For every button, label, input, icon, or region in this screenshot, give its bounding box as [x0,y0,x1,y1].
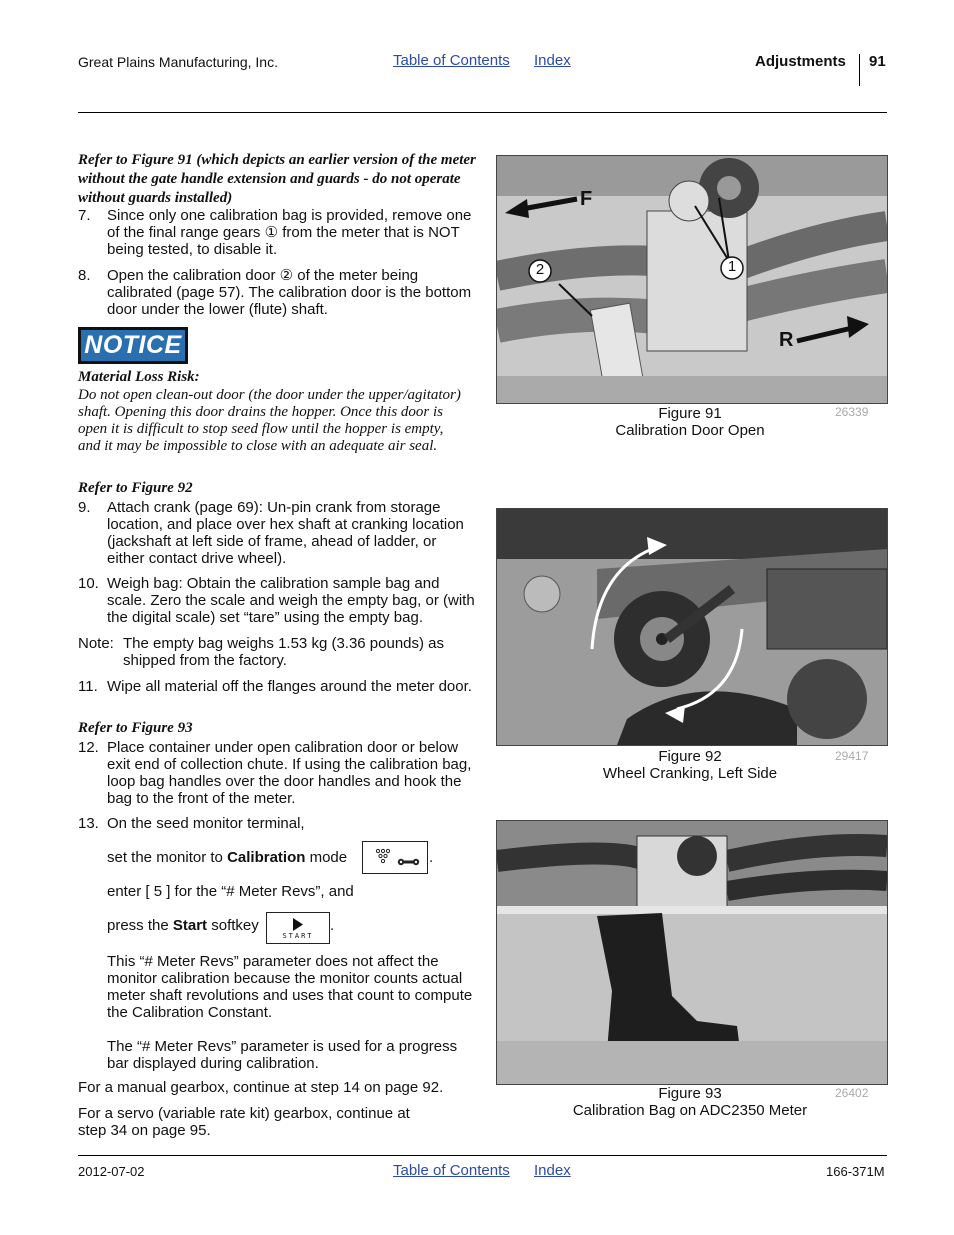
step-13 [78,815,473,833]
press-post: softkey [207,917,259,934]
servo-gearbox-text: For a servo (variable rate kit) gearbox, continue at step 34 on page 95. [78,1105,410,1139]
step-11 [78,678,473,714]
set-pre: set the monitor to [107,849,228,866]
refer-figure-91: Refer to Figure 91 (which depicts an earlier version of the meter without the gate handle extension and guards - do not operate without guards installed) [78,152,476,206]
meter-revs-paragraph-2: The “# Meter Revs” parameter is used for a progress bar displayed during calibration. [107,1038,458,1072]
press-start-line [107,917,259,934]
toc-link-footer[interactable]: Table of Contents [393,1162,510,1179]
index-link-header[interactable]: Index [534,52,571,69]
step-text: Since only one calibration bag is provided, remove one of the final range gears ① from the meter that is NOT being tested, to disable it. [107,207,472,258]
notice-badge [78,327,188,364]
figure-92-caption [540,748,840,782]
press-pre: press the [107,917,173,934]
step-number: 8. [78,267,91,284]
notice-body: Do not open clean-out door (the door under the upper/agitator) shaft. Opening this door drains the hopper. Once this door is open it is difficult to stop seed flow until the hopper is empty, and it may be impossible to close with an adequate air seal. [78,387,461,454]
step-text: Attach crank (page 69): Un-pin crank from storage location, and place over hex shaft at cranking location (jackshaft at left side of frame, ahead of ladder, or either contact drive wheel). [107,499,464,567]
figure-title: Calibration Door Open [615,422,765,439]
step-text: Wipe all material off the flanges around the meter door. [107,678,472,695]
calibration-mode-softkey[interactable] [362,841,428,874]
step-9 [78,499,473,569]
period: . [330,917,335,934]
page-number: 91 [869,53,886,70]
step-12 [78,739,473,809]
figure-92-id: 29417 [835,749,869,763]
figure-title: Calibration Bag on ADC2350 Meter [572,1102,808,1119]
refer-figure-92: Refer to Figure 92 [78,480,193,496]
note [78,635,478,671]
figure-92-image [496,508,888,746]
figure-91-image [496,155,888,404]
period: . [429,849,434,866]
set-post: mode [305,849,348,866]
step-number: 7. [78,207,91,224]
figure-93-image [496,820,888,1085]
header-divider [859,54,860,86]
step-10 [78,575,473,627]
toc-link-header[interactable]: Table of Contents [393,52,510,69]
figure-91-caption [540,405,840,439]
figure-93-caption [540,1085,840,1119]
calibration-door-illustration [497,156,887,403]
header-rule [78,112,887,113]
company-name: Great Plains Manufacturing, Inc. [78,54,278,70]
figure-91-id: 26339 [835,405,869,419]
index-link-footer[interactable]: Index [534,1162,571,1179]
calibration-bag-illustration [497,821,887,1084]
callout-f: F [580,188,593,210]
wheel-cranking-illustration [497,509,887,745]
figure-label: Figure 92 [658,748,722,765]
step-8 [78,267,473,319]
press-bold: Start [172,917,208,934]
calibration-wrench-icon [363,842,427,873]
step-number: 13. [78,815,99,832]
footer-date: 2012-07-02 [78,1164,145,1179]
manual-gearbox-text: For a manual gearbox, continue at step 14 on page 92. [78,1079,444,1096]
section-title: Adjustments [755,53,846,70]
enter-meter-revs-line: enter [ 5 ] for the “# Meter Revs”, and [107,883,354,900]
figure-93-id: 26402 [835,1086,869,1100]
start-key-label: START [282,932,314,940]
refer-figure-93: Refer to Figure 93 [78,720,193,736]
step-7 [78,207,473,259]
step-number: 9. [78,499,91,516]
set-bold: Calibration [227,849,306,866]
notice-title: Material Loss Risk: [78,369,200,385]
start-softkey[interactable] [266,912,330,944]
figure-label: Figure 91 [658,405,722,422]
step-number: 12. [78,739,99,756]
meter-revs-paragraph-1: This “# Meter Revs” parameter does not affect the monitor calibration because the monitor counts actual meter shaft revolutions and uses that count to compute the Calibration Constant. [107,953,473,1021]
callout-1: 1 [727,258,737,275]
notice-label: NOTICE [81,330,185,361]
step-text: Place container under open calibration door or below exit end of collection chute. If using the calibration bag, loop bag handles over the door handles and hook the bag to the front of the meter. [107,739,472,807]
footer-rule [78,1155,887,1156]
callout-2: 2 [535,261,545,278]
figure-title: Wheel Cranking, Left Side [602,765,778,782]
note-label: Note: [78,635,114,652]
callout-r: R [779,329,794,351]
step-text: Open the calibration door ② of the meter being calibrated (page 57). The calibration door is the bottom door under the lower (flute) shaft. [107,267,472,318]
step-number: 10. [78,575,99,592]
step-text: On the seed monitor terminal, [107,815,305,832]
step-number: 11. [78,678,98,695]
step-text: Weigh bag: Obtain the calibration sample bag and scale. Zero the scale and weigh the empty bag, or (with the digital scale) set “tare” using the empty bag. [107,575,475,626]
doc-number: 166-371M [826,1164,885,1179]
note-text: The empty bag weighs 1.53 kg (3.36 pounds) as shipped from the factory. [123,635,445,669]
set-calibration-line [107,849,347,866]
figure-label: Figure 93 [658,1085,722,1102]
